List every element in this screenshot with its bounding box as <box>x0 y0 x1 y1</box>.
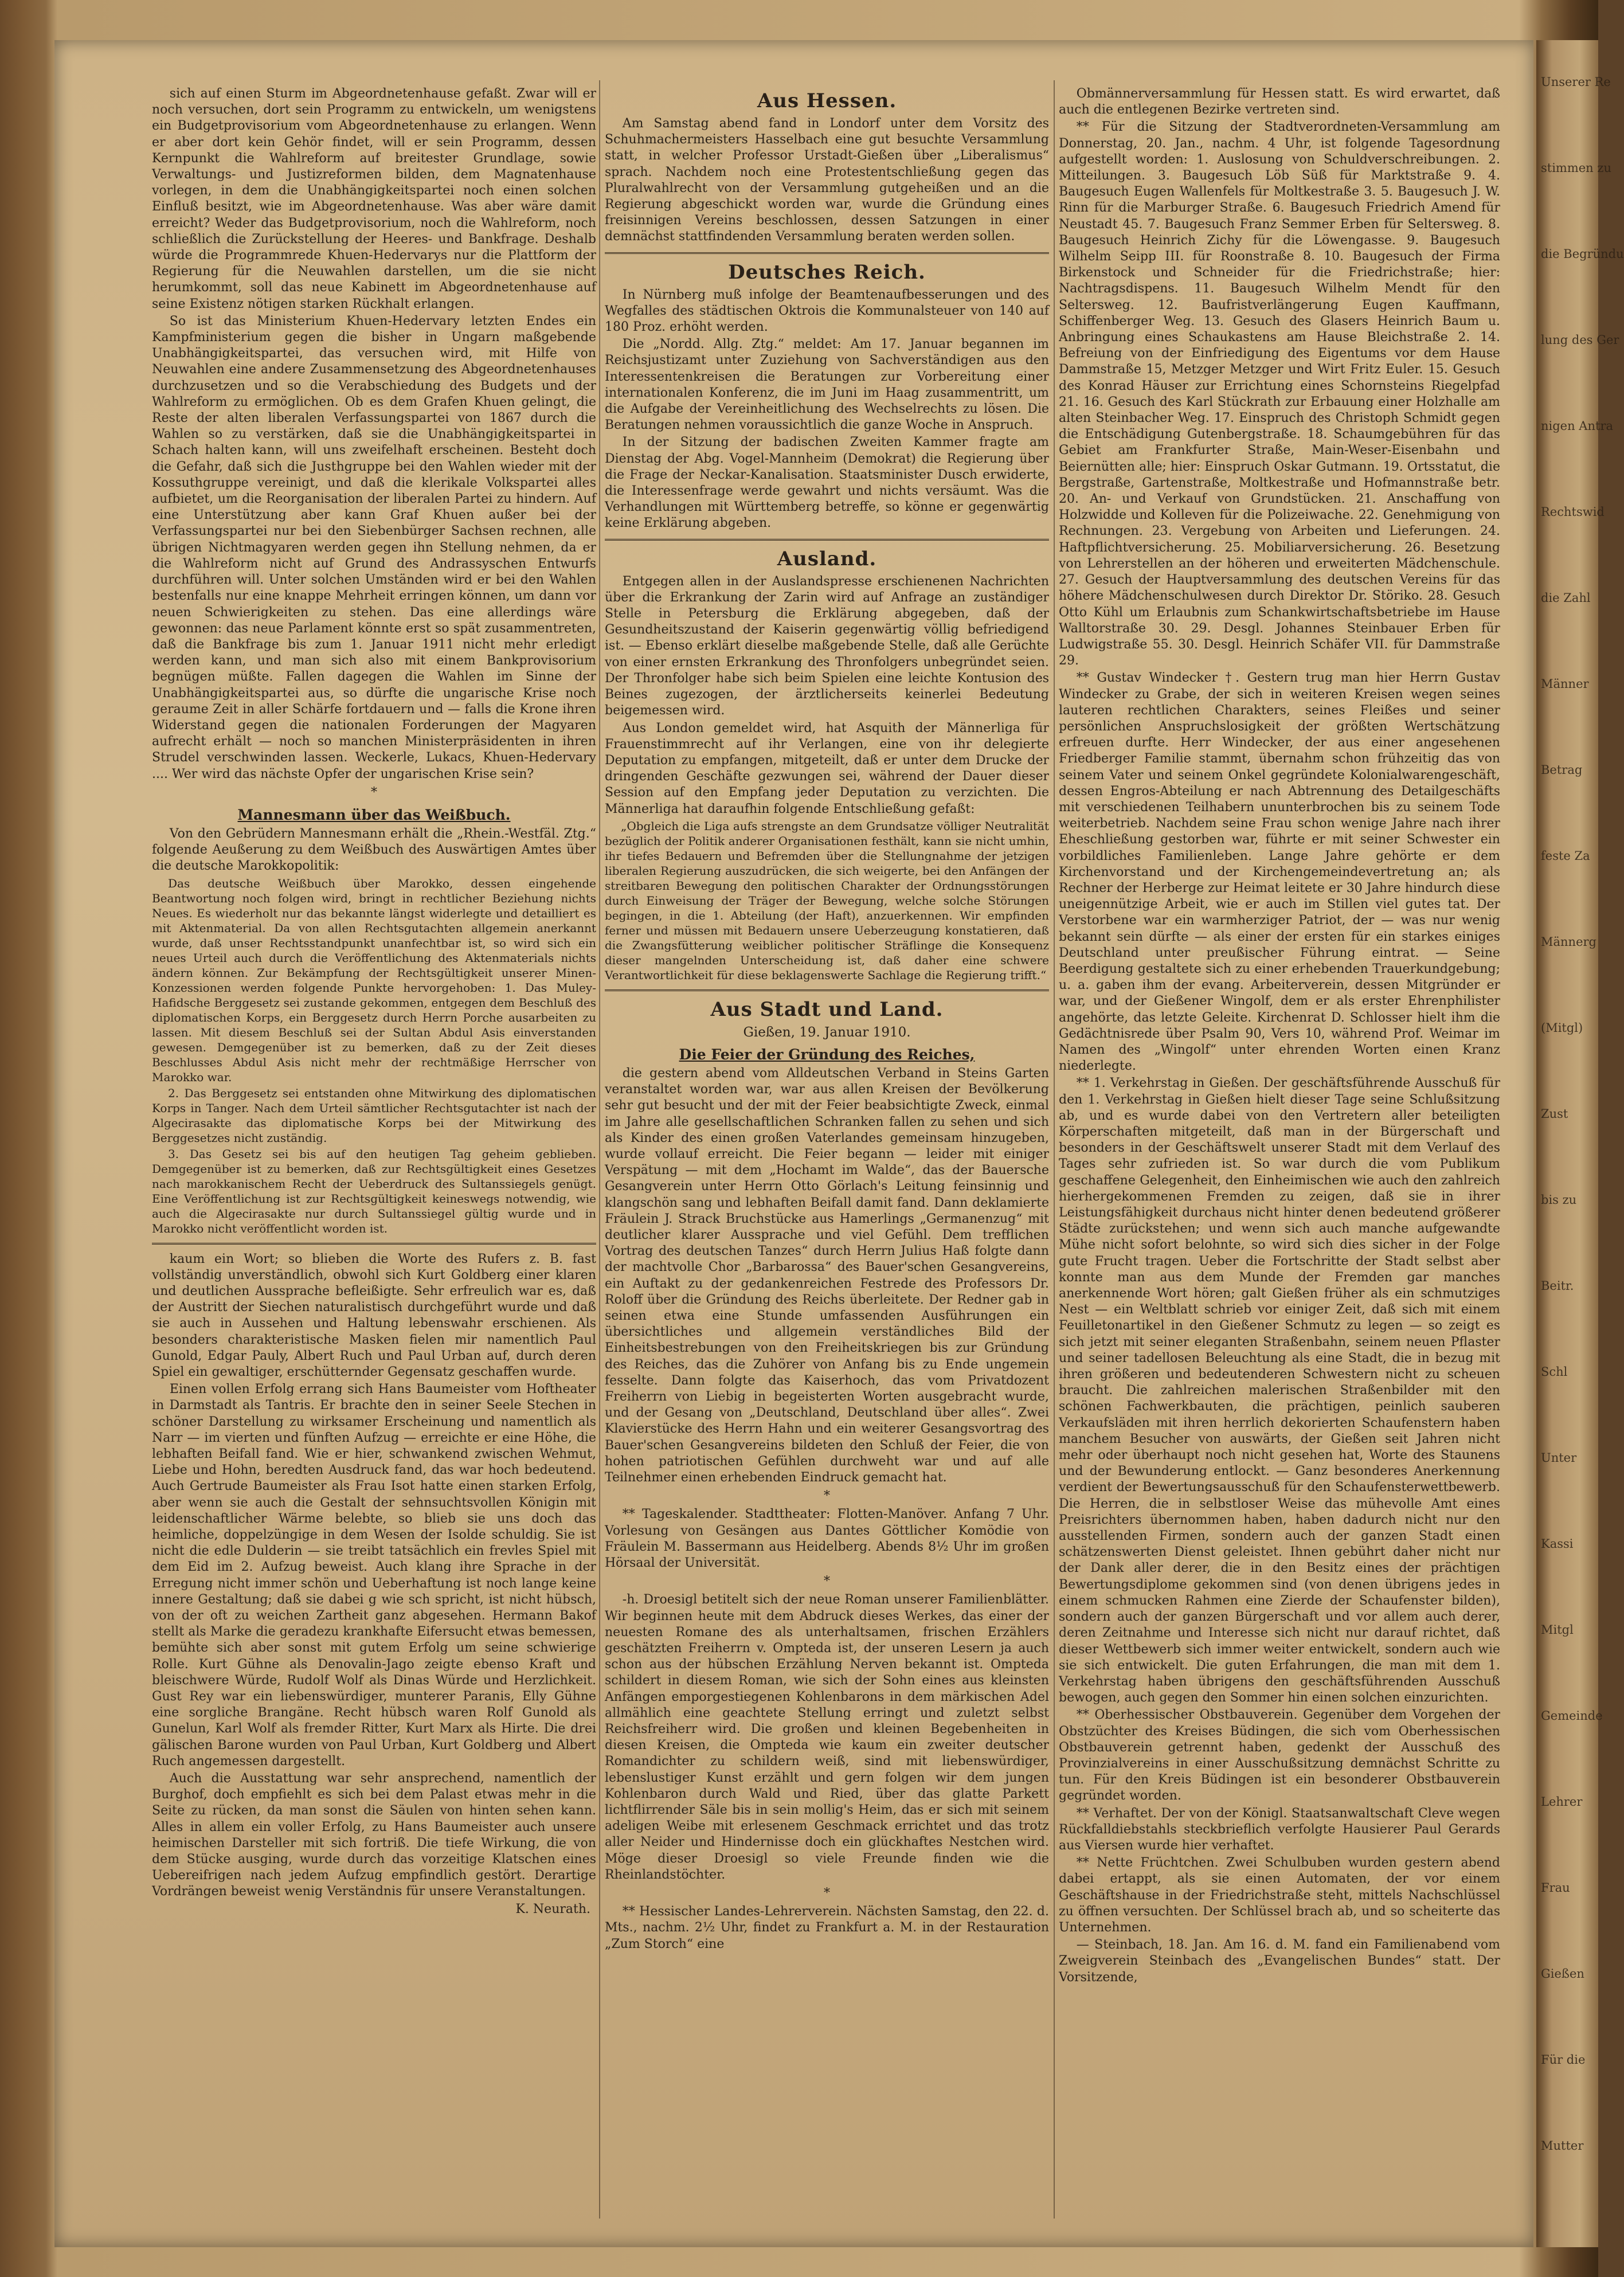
article-text: die gestern abend vom Alldeutschen Verband in Steins Garten veranstaltet worden war, war aus allen Kreisen der Bevölkerung sehr gut besucht und der mit der Feier beabsichtigte Zweck, einmal im Jahre alle gesellschaftlichen Schranken fallen zu sehen und sich als Kinder des einen großen Vaterlandes gemeinsam hinzugeben, wurde vollauf erreicht. Die Feier begann — leider mit einiger Verspätung — mit dem „Hochamt im Walde“, das der Bauersche Gesangverein unter Herrn Otto Görlach's Leitung feinsinnig und klangschön sang und lebhaften Beifall damit fand. Dann deklamierte Fräulein J. Strack Bruchstücke aus Hamerlings „Germanenzug“ mit deutlicher klarer Aussprache und viel Gefühl. Dem trefflichen Vortrag des deutschen Tanzes“ durch Herrn Julius Haß folgte dann der machtvolle Chor „Barbarossa“ des Bauer'schen Gesangvereins, ein Auftakt zu der gedankenreichen Festrede des Professors Dr. Roloff über die Gründung des Reichs überleitete. Der Redner gab in seinen etwa eine Stunde umfassenden Ausführungen ein übersichtliches und allgemein verständliches Bild der Einheitsbestrebungen von den Freiheitskriegen bis zur Gründung des Reiches, das die Zuhörer von Anfang bis zu Ende ungemein fesselte. Dann folgte das Kaiserhoch, das vom Privatdozent Freiherrn von Liebig in begeisterten Worten ausgebracht wurde, und der Gesang von „Deutschland, Deutschland über alles“. Zwei Klavierstücke des Herrn Hahn und ein weiterer Gesangsvortrag des Bauer'schen Gesangvereins bildeten den Schluß der Feier, die von hohen patriotischen Gefühlen durchweht war und auf alle Teilnehmer einen erhebenden Eindruck gemacht hat. <box>605 1066 1049 1485</box>
feuilleton-text: Einen vollen Erfolg errang sich Hans Baumeister vom Hoftheater in Darmstadt als Tantris. Er brachte den in seiner Seele Stechen in schöner Darstellung zu wirksamer Erscheinung und namentlich als Narr — im vierten und fünften Aufzug — erreichte er eine Höhe, die lebhaften Beifall fand. Wie er hier, schwankend zwischen Wehmut, Liebe und Hohn, beredten Ausdruck fand, das war hoch bedeutend. Auch Gertrude Baumeister als Frau Isot hatte einen starken Erfolg, aber wenn sie auch die Gestalt der sehnsuchtsvollen Königin mit leidenschaftlicher Wärme belebte, so blieb sie uns doch das heimliche, doppelzüngige in dem Wesen der Isolde schuldig. Sie ist nicht die edle Dulderin — sie treibt tatsächlich ein frevles Spiel mit dem Eid im 2. Aufzug beweist. Auch klang ihre Sprache in der Erregung nicht immer schön und Ueberhaftung ist noch lange keine innere Gestaltung; daß sie dabei g wie sch spricht, ist nicht hübsch, von der oft zu weichen Zartheit ganz abgesehen. Hermann Bakof stellt als Marke die geradezu krankhafte Eifersucht etwas bemessen, bemühte sich aber sonst mit gutem Erfolg um seine schwierige Rolle. Kurt Gühne als Denovalin-Jago zeigte ebenso Kraft und bleischwere Würde, Rudolf Wolf als Dinas Würde und Herzlichkeit. Gust Rey war ein liebenswürdiger, munterer Paranis, Elly Gühne eine sorgliche Brangäne. Recht hübsch waren Rolf Gunold als Gunelun, Karl Wolf als fremder Ritter, Kurt Marx als Hirte. Die drei gälischen Barone wurden von Paul Urban, Kurt Goldberg und Albert Ruch angemessen dargestellt. <box>152 1382 596 1769</box>
article-text: ** Hessischer Landes-Lehrerverein. Nächsten Samstag, den 22. d. Mts., nachm. 2½ Uhr, findet zu Frankfurt a. M. in der Restauration „Zum Storch“ eine <box>605 1904 1049 1951</box>
adjacent-page-text: Kassi <box>1541 1537 1574 1551</box>
adjacent-page-text: Beitr. <box>1541 1279 1574 1293</box>
column-rule <box>599 80 600 2219</box>
feuilleton-text: Auch die Ausstattung war sehr ansprechend, namentlich der Burghof, doch empfiehlt es sich bei dem Palast etwas mehr in die Seite zu rücken, da man sonst die Säulen von hinten sehen kann. Alles in allem ein voller Erfolg, zu Hans Baumeister auch unsere heimischen Darsteller mit sich fortriß. Die tiefe Wirkung, die von dem Stücke ausging, wurde durch das vorzeitige Klatschen eines Uebereifrigen nach jedem Aufzug empfindlich gestört. Derartige Vordrängen beweist wenig Verständnis für unsere Veranstaltungen. <box>152 1771 596 1899</box>
column-rule <box>1054 80 1055 2219</box>
article-text: sich auf einen Sturm im Abgeordnetenhause gefaßt. Zwar will er noch versuchen, dort sein Programm zu entwickeln, um wenigstens ein Budgetprovisorium vom Abgeordnetenhause zu erlangen. Wenn er aber dort kein Gehör findet, will er sein Programm, dessen Kernpunkt die Wahlreform auf breitester Grundlage, sowie Verwaltungs- und Justizreformen bilden, dem Magnatenhause vorlegen, in dem die Unabhängigkeitspartei noch einen solchen Einfluß besitzt, wie im Abgeordnetenhause. Was aber wäre damit erreicht? Weder das Budgetprovisorium, noch die Wahlreform, noch schließlich die Zurückstellung der Heeres- und Bankfrage. Deshalb würde die Programmrede Khuen-Hedervarys nur die Plattform der Regierung für die Neuwahlen darstellen, um die sie nicht herumkommt, soll das neue Kabinett im Abgeordnetenhause auf seine Existenz nötigen starken Rückhalt erlangen. <box>152 87 596 311</box>
article-text: Am Samstag abend fand in Londorf unter dem Vorsitz des Schuhmachermeisters Hasselbach eine gut besuchte Versammlung statt, in welcher Professor Urstadt-Gießen über „Liberalismus“ sprach. Nachdem noch eine Protestentschließung gegen das Pluralwahlrecht von der Versammlung gutgeheißen und an die Regierung abgeschickt worden war, wurde die Gründung eines freisinnigen Vereins beschlossen, dessen Satzungen in einer demnächst stattfindenden Versammlung beraten werden sollen. <box>605 116 1049 244</box>
article-text: ** Verhaftet. Der von der Königl. Staatsanwaltschaft Cleve wegen Rückfalldiebstahls steckbrieflich verfolgte Hausierer Paul Gerards aus Viersen wurde hier verhaftet. <box>1059 1806 1500 1853</box>
quoted-text: 3. Das Gesetz sei bis auf den heutigen Tag geheim geblieben. Demgegenüber ist zu bemerken, daß zur Rechtsgültigkeit eines Gesetzes nach marokkanischem Recht der Ueberdruck des Sultanssiegels genügt. Eine Veröffentlichung ist zur Rechtsgültigkeit keineswegs notwendig, wie auch die Algecirasakte nur durch Sultanssiegel gültig wurde und in Marokko nicht veröffentlicht worden ist. <box>152 1147 596 1235</box>
article-text: Obmännerversammlung für Hessen statt. Es wird erwartet, daß auch die entlegenen Bezirke vertreten sind. <box>1059 87 1500 118</box>
section-heading: Ausland. <box>777 547 877 570</box>
adjacent-page-text: Betrag <box>1541 763 1583 777</box>
article-text: Die „Nordd. Allg. Ztg.“ meldet: Am 17. Januar begannen im Reichsjustizamt unter Zuziehung von Sachverständigen aus den Interessentenkreisen die Beratungen zur Vorbereitung einer internationalen Konferenz, die im Juni im Haag zusammentritt, um die Aufgabe der Vereinheitlichung des Wechselrechts zu lösen. Die Beratungen nehmen voraussichtlich die ganze Woche in Anspruch. <box>605 337 1049 433</box>
article-text: Von den Gebrüdern Mannesmann erhält die „Rhein.-Westfäl. Ztg.“ folgende Aeußerung zu dem Weißbuch des Auswärtigen Amtes über die deutsche Marokkopolitik: <box>152 826 596 874</box>
adjacent-page-text: stimmen zu <box>1541 161 1611 175</box>
adjacent-page-text: Für die <box>1541 2053 1586 2067</box>
adjacent-page-text: die Begründu <box>1541 247 1624 261</box>
article-text: ** Gustav Windecker †. Gestern trug man hier Herrn Gustav Windecker zu Grabe, der sich in weiteren Kreisen wegen seines lauteren rechtlichen Charakters, seines Fleißes und seiner persönlichen Anspruchslosigkeit der größten Wertschätzung erfreuen durfte. Herr Windecker, der aus einer angesehenen Friedberger Familie stammt, übernahm schon frühzeitig das von seinem Vater und seinem Onkel gegründete Kolonialwarengeschäft, dessen Engros-Abteilung er nach Abtrennung des Detailgeschäfts mit verschiedenen Teilhabern ununterbrochen bis zu seinem Tode weiterbetrieb. Nachdem seine Frau schon wenige Jahre nach ihrer Eheschließung gestorben war, führte er mit seiner Schwester ein vorbildliches Familienleben. Lange Jahre gehörte er dem Kirchenvorstand und der Kirchengemeindevertretung an; als Rechner der Herberge zur Heimat leitete er 30 Jahre hindurch diese uneigennützige Arbeit, wie er auch im Stillen viel gutes tat. Der Verstorbene war ein warmherziger Patriot, der — was nur wenig bekannt sein dürfte — als einer der ersten für ein starkes einiges Deutschland unter preußischer Führung eintrat. — Seine Beerdigung gestaltete sich zu einer erhebenden Trauerkundgebung; u. a. gaben ihm der evang. Arbeiterverein, dessen Mitgründer er war, und der Gießener Wingolf, dem er als erster Ehrenphilister angehörte, das letzte Geleite. Kirchenrat D. Schlosser hielt ihm die Gedächtnisrede über Psalm 90, Vers 10, während Prof. Weimar im Namen des „Wingolf“ unter ehrenden Worten einen Kranz niederlegte. <box>1059 671 1500 1074</box>
adjacent-page-text: Zust <box>1541 1107 1568 1121</box>
headline: Mannesmann über das Weißbuch. <box>237 806 511 823</box>
adjacent-page-text: nigen Antra <box>1541 419 1613 433</box>
quoted-text: Das deutsche Weißbuch über Marokko, dessen eingehende Beantwortung noch folgen wird, bringt in rechtlicher Beziehung nichts Neues. Es wiederholt nur das bekannte längst widerlegte und detailliert es mit Aktenmaterial. Da von allen Rechtsgutachten allgemein anerkannt wurde, daß unser Rechtsstandpunkt unanfechtbar ist, so wird sich ein neues Urteil auch durch die Veröffentlichung des Aktenmaterials nichts ändern können. Zur Bekämpfung der Rechtsgültigkeit unserer Minen-Konzessionen werden folgende Punkte hervorgehoben: 1. Das Muley-Hafidsche Berggesetz sei zustande gekommen, entgegen dem Beschluß des diplomatischen Korps, ein Berggesetz durch Herrn Porche ausarbeiten zu lassen. Mit diesem Beschluß sei der Sultan Abdul Asis einverstanden gewesen. Demgegenüber ist zu bemerken, daß zu der Zeit dieses Beschlusses Abdul Asis nicht mehr der rechtmäßige Herrscher von Marokko war. <box>152 876 596 1084</box>
section-heading: Aus Hessen. <box>757 89 897 112</box>
article-text: — Steinbach, 18. Jan. Am 16. d. M. fand ein Familienabend vom Zweigverein Steinbach des „Evangelischen Bundes“ statt. Der Vorsitzende, <box>1059 1938 1500 1985</box>
adjacent-page-text: Gemeinde <box>1541 1709 1603 1723</box>
adjacent-page-text: Gießen <box>1541 1967 1584 1981</box>
article-text: ** 1. Verkehrstag in Gießen. Der geschäftsführende Ausschuß für den 1. Verkehrstag in Gießen hielt dieser Tage seine Schlußsitzung ab, und es wurde dabei von den Vertretern aller beteiligten Körperschaften mitgeteilt, daß man in der Bürgerschaft und besonders in der Geschäftswelt unserer Stadt mit dem Verlauf des Tages sehr zufrieden ist. So war durch die vom Publikum geschaffene Gelegenheit, den Einheimischen wie auch den zahlreich hierhergekommenen Fremden zu zeigen, daß sie in ihrer Leistungsfähigkeit durchaus nicht hinter denen bedeutend größerer Städte zurückstehen; und wenn sich auch manche aufgewandte Mühe nicht sofort belohnte, so wird sich dies sicher in der Folge gute Frucht tragen. Ueber die Fortschritte der Stadt selbst aber konnte man aus dem Munde der Fremden gar manches anerkennende Wort hören; galt Gießen früher als ein schmutziges Nest — ein Weltblatt schrieb vor einiger Zeit, daß sich mit einem Feuilletonartikel in den Gießener Schmutz zu legen — so zeigt es sich jetzt mit seiner eleganten Straßenbahn, seinem neuen Pflaster und seiner tadellosen Beleuchtung als eine Stadt, die in bezug mit ihren größeren und bedeutenderen Schwestern nicht zu scheuen braucht. Die zahlreichen malerischen Straßenbilder mit den schönen Fachwerkbauten, die prächtigen, peinlich sauberen Verkaufsläden mit ihren herrlich dekorierten Schaufenstern haben manchem Besucher von auswärts, der Gießen seit Jahren nicht mehr oder überhaupt noch nicht gesehen hat, Worte des Staunens und der Bewunderung entlockt. — Ganz besonderes Anerkennung verdient der Bewertungsausschuß für den Schaufensterwettbewerb. Die Herren, die in selbstloser Weise das mühevolle Amt eines Preisrichters übernommen haben, haben dadurch nicht nur den ausstellenden Firmen, sondern auch der ganzen Stadt einen schätzenswerten Dienst geleistet. Ihnen gebührt daher nicht nur der Dank aller derer, die in den Besitz eines der prächtigen Bewertungsdiplome gekommen sind (von denen übrigens jedes in einem schmucken Rahmen eine Zierde der Schaufenster bilden), sondern auch der ganzen Bürgerschaft und vor allem auch derer, deren Zeitnahme und Interesse sich nicht nur darauf richtet, daß dieser Wettbewerb sich immer weiter entwickelt, sondern auch wie sie sich entwickelt. Die guten Erfahrungen, die man mit dem 1. Verkehrstag haben übrigens den geschäftsführenden Ausschuß bewogen, auch gegen den Sommer hin einen solchen einzurichten. <box>1059 1076 1500 1705</box>
quoted-text: 2. Das Berggesetz sei entstanden ohne Mitwirkung des diplomatischen Korps in Tanger. Nach dem Urteil sämtlicher Rechtsgutachter ist nach der Algecirasakte das diplomatische Korps bei der Mitwirkung des Berggesetzes nicht zuständig. <box>152 1086 596 1145</box>
adjacent-page-text: Rechtswid <box>1541 505 1605 519</box>
article-text: In Nürnberg muß infolge der Beamtenaufbesserungen und des Wegfalles des städtischen Oktrois die Kommunalsteuer von 140 auf 180 Proz. erhöht werden. <box>605 287 1049 335</box>
adjacent-page-text: Schl <box>1541 1365 1568 1379</box>
adjacent-page-text: Frau <box>1541 1881 1570 1895</box>
adjacent-page-text: Männerg <box>1541 935 1596 949</box>
feuilleton-text: kaum ein Wort; so blieben die Worte des Rufers z. B. fast vollständig unverständlich, obwohl sich Kurt Goldberg einer klaren und deutlichen Aussprache befleißigte. Sehr erfreulich war es, daß der Austritt der Siechen naturalistisch durchgeführt wurde und daß sie auch in Aussehen und Haltung lebenswahr erschienen. Als besonders charakteristische Masken fielen mir namentlich Paul Gunold, Edgar Pauly, Albert Ruch und Paul Urban auf, durch deren Spiel ein gewaltiger, erschütternder Gegensatz geschaffen wurde. <box>152 1251 596 1379</box>
section-divider <box>152 1243 596 1245</box>
adjacent-page-text: feste Za <box>1541 849 1590 863</box>
column-left: sich auf einen Sturm im Abgeordnetenhause gefaßt. Zwar will er noch versuchen, dort sein Programm zu entwickeln, um wenigstens ein Budgetprovisorium vom Abgeordnetenhause zu erlangen. Wenn er aber dort kein Gehör findet, will er sein Programm, dessen Kernpunkt die Wahlreform auf breitester Grundlage, sowie Verwaltungs- und Justizreformen bilden, dem Magnatenhause vorlegen, in dem die Unabhängigkeitspartei noch einen solchen Einfluß besitzt, wie im Abgeordnetenhause. Was aber wäre damit erreicht? Weder das Budgetprovisorium, noch die Wahlreform, noch schließlich die Zurückstellung der Heeres- und Bankfrage. Deshalb würde die Programmrede Khuen-Hedervarys nur die Plattform der Regierung für die Neuwahlen darstellen, um die sie nicht herumkommt, soll das neue Kabinett im Abgeordnetenhause auf seine Existenz nötigen starken Rückhalt erlangen. So ist das Ministerium Khuen-Hedervary letzten Endes ein Kampfministerium gegen die bisher in Ungarn maßgebende Unabhängigkeitspartei, das versuchen wird, mit Hilfe von Neuwahlen eine andere Zusammensetzung des Abgeordnetenhauses durchzusetzen und so die Verabschiedung des Budgets und der Wahlreform zu ermöglichen. Ob es dem Grafen Khuen gelingt, die Reste der alten liberalen Verfassungspartei von 1867 durch die Wahlen so zu verstärken, daß sie die Unabhängigkeitspartei in Schach halten kann, will uns zweifelhaft erscheinen. Besteht doch die Gefahr, daß sich die Justhgruppe bei den Wahlen wieder mit der Kossuthgruppe vereinigt, und daß die klerikale Volkspartei alles aufbietet, um die Reorganisation der liberalen Partei zu hindern. Auf eine Unterstützung aber kann Graf Khuen außer bei der Verfassungspartei nur bei den Siebenbürger Sachsen rechnen, alle übrigen Nichtmagyaren werden gegen ihn Stellung nehmen, da er die Wahlreform nicht auf Grund des Andrassyschen Entwurfs durchführen will. Unter solchen Umständen wird er bei den Wahlen bestenfalls nur eine knappe Mehrheit erringen können, um dann vor neuen Schwierigkeiten zu stehen. Das eine allerdings wäre gewonnen: das neue Parlament könnte erst so spät zusammentreten, daß die Bankfrage bis zum 1. Januar 1911 nicht mehr erledigt werden kann, und man sich also mit einem Bankprovisorium begnügen müßte. Fallen dagegen die Wahlen im Sinne der Unabhängigkeitspartei aus, so dürfte die ungarische Krise noch geraume Zeit in aller Schärfe fortdauern und — falls die Krone ihren Widerstand gegen die nationalen Forderungen der Magyaren aufrecht erhält — noch so manchen Ministerpräsidenten in ihren Strudel verschwinden lassen. Weckerle, Lukacs, Khuen-Hedervary .... Wer wird das nächste Opfer der ungarischen Krise sein? * Mannesmann über das Weißbuch. Von den Gebrüdern Mannesmann erhält die „Rhein.-Westfäl. Ztg.“ folgende Aeußerung zu dem Weißbuch des Auswärtigen Amtes über die deutsche Marokkopolitik: Das deutsche Weißbuch über Marokko, dessen eingehende Beantwortung noch folgen wird, bringt in rechtlicher Beziehung nichts Neues. Es wiederholt nur das bekannte längst widerlegte und detailliert es mit Aktenmaterial. Da von allen Rechtsgutachten allgemein anerkannt wurde, daß unser Rechtsstandpunkt unanfechtbar ist, so wird sich ein neues Urteil auch durch die Veröffentlichung des Aktenmaterials nichts ändern können. Zur Bekämpfung der Rechtsgültigkeit unserer Minen-Konzessionen werden folgende Punkte hervorgehoben: 1. Das Muley-Hafidsche Berggesetz sei zustande gekommen, entgegen dem Beschluß des diplomatischen Korps, ein Berggesetz durch Herrn Porche ausarbeiten zu lassen. Mit diesem Beschluß sei der Sultan Abdul Asis einverstanden gewesen. Demgegenüber ist zu bemerken, daß zu der Zeit dieses Beschlusses Abdul Asis nicht mehr der rechtmäßige Herrscher von Marokko war. 2. Das Berggesetz sei entstanden ohne Mitwirkung des diplomatischen Korps in Tanger. Nach dem Urteil sämtlicher Rechtsgutachter ist nach der Algecirasakte das diplomatische Korps bei der Mitwirkung des Berggesetzes nicht zuständig. 3. Das Gesetz sei bis auf den heutigen Tag geheim geblieben. Demgegenüber ist zu bemerken, daß zur Rechtsgültigkeit eines Gesetzes nach marokkanischem Recht der Ueberdruck des Sultanssiegels genügt. Eine Veröffentlichung ist zur Rechtsgültigkeit keineswegs notwendig, wie auch die Algecirasakte nur durch Sultanssiegel gültig wurde und in Marokko nicht veröffentlicht worden ist. kaum ein Wort; so blieben die Worte des Rufers z. B. fast vollständig unverständlich, obwohl sich Kurt Goldberg einer klaren und deutlichen Aussprache befleißigte. Sehr erfreulich war es, daß der Austritt der Siechen naturalistisch durchgeführt wurde und daß sie auch in Aussehen und Haltung lebenswahr erschienen. Als besonders charakteristische Masken fielen mir namentlich Paul Gunold, Edgar Pauly, Albert Ruch und Paul Urban auf, durch deren Spiel ein gewaltiger, erschütternder Gegensatz geschaffen wurde. Einen vollen Erfolg errang sich Hans Baumeister vom Hoftheater in Darmstadt als Tantris. Er brachte den in seiner Seele Stechen in schöner Darstellung zu wirksamer Erscheinung und namentlich als Narr — im vierten und fünften Aufzug — erreichte er eine Höhe, die lebhaften Beifall fand. Wie er hier, schwankend zwischen Wehmut, Liebe und Hohn, beredten Ausdruck fand, das war hoch bedeutend. Auch Gertrude Baumeister als Frau Isot hatte einen starken Erfolg, aber wenn sie auch die Gestalt der sehnsuchtsvollen Königin mit leidenschaftlicher Wärme belebte, so blieb sie uns doch das heimliche, doppelzüngige in dem Wesen der Isolde schuldig. Sie ist nicht die edle Dulderin — sie treibt tatsächlich ein frevles Spiel mit dem Eid im 2. Aufzug beweist. Auch klang ihre Sprache in der Erregung nicht immer schön und Ueberhaftung ist noch lange keine innere Gestaltung; daß sie dabei g wie sch spricht, ist nicht hübsch, von der oft zu weichen Zartheit ganz abgesehen. Hermann Bakof stellt als Marke die geradezu krankhafte Eifersucht etwas bemessen, bemühte sich aber sonst mit gutem Erfolg um seine schwierige Rolle. Kurt Gühne als Denovalin-Jago zeigte ebenso Kraft und bleischwere Würde, Rudolf Wolf als Dinas Würde und Herzlichkeit. Gust Rey war ein liebenswürdiger, munterer Paranis, Elly Gühne eine sorgliche Brangäne. Recht hübsch waren Rolf Gunold als Gunelun, Karl Wolf als fremder Ritter, Kurt Marx als Hirte. Die drei gälischen Barone wurden von Paul Urban, Kurt Goldberg und Albert Ruch angemessen dargestellt. Auch die Ausstattung war sehr ansprechend, namentlich der Burghof, doch empfiehlt es sich bei dem Palast etwas mehr in die Seite zu rücken, da man sonst die Säulen von hinten sehen kann. Alles in allem ein voller Erfolg, zu Hans Baumeister auch unsere heimischen Darsteller mit sich fortriß. Die tiefe Wirkung, die von dem Stücke ausging, wurde durch das vorzeitige Klatschen eines Uebereifrigen nach jedem Aufzug empfindlich gestört. Derartige Vordrängen beweist wenig Verständnis für unsere Veranstaltungen. K. Neurath. <box>152 86 596 2219</box>
column-right <box>1059 86 1500 2219</box>
headline: Die Feier der Gründung des Reiches, <box>679 1046 975 1063</box>
article-text: ** Oberhessischer Obstbauverein. Gegenüber dem Vorgehen der Obstzüchter des Kreises Büdingen, die sich vom Oberhessischen Obstbauverein getrennt haben, gedenkt der Ausschuß des Provinzialvereins in einer Ausschußsitzung demnächst Schritte zu tun. Für den Kreis Büdingen ist ein besonderer Obstbauverein gegründet worden. <box>1059 1708 1500 1803</box>
section-divider <box>605 539 1049 541</box>
adjacent-page-text: Lehrer <box>1541 1795 1583 1809</box>
article-text: Entgegen allen in der Auslandspresse erschienenen Nachrichten über die Erkrankung der Zarin wird auf Anfrage an zuständiger Stelle in Petersburg die Erklärung abgegeben, daß der Gesundheitszustand der Kaiserin gegenwärtig völlig befriedigend ist. — Ebenso erklärt dieselbe maßgebende Stelle, daß alle Gerüchte von einer ernsten Erkrankung des Thronfolgers unbegründet seien. Der Thronfolger habe sich beim Spielen eine leichte Kontusion des Beines zugezogen, der ärztlicherseits keinerlei Bedeutung beigemessen wird. <box>605 574 1049 718</box>
column-middle: Aus Hessen. Am Samstag abend fand in Londorf unter dem Vorsitz des Schuhmachermeisters Hasselbach eine gut besuchte Versammlung statt, in welcher Professor Urstadt-Gießen über „Liberalismus“ sprach. Nachdem noch eine Protestentschließung gegen das Pluralwahlrecht von der Versammlung gutgeheißen und an die Regierung abgeschickt worden war, wurde die Gründung eines freisinnigen Vereins beschlossen, dessen Satzungen in einer demnächst stattfindenden Versammlung beraten werden sollen. Deutsches Reich. In Nürnberg muß infolge der Beamtenaufbesserungen und des Wegfalles des städtischen Oktrois die Kommunalsteuer von 140 auf 180 Proz. erhöht werden. Die „Nordd. Allg. Ztg.“ meldet: Am 17. Januar begannen im Reichsjustizamt unter Zuziehung von Sachverständigen aus den Interessentenkreisen die Beratungen zur Vorbereitung einer internationalen Konferenz, die im Juni im Haag zusammentritt, um die Aufgabe der Vereinheitlichung des Wechselrechts zu lösen. Die Beratungen nehmen voraussichtlich die ganze Woche in Anspruch. In der Sitzung der badischen Zweiten Kammer fragte am Dienstag der Abg. Vogel-Mannheim (Demokrat) die Regierung über die Frage der Neckar-Kanalisation. Staatsminister Dusch erwiderte, die Interessenfrage werde gewahrt und nichts versäumt. Was die Verhandlungen mit Württemberg betreffe, so könne er gegenwärtig keine Erklärung abgeben. Ausland. Entgegen allen in der Auslandspresse erschienenen Nachrichten über die Erkrankung der Zarin wird auf Anfrage an zuständiger Stelle in Petersburg die Erklärung abgegeben, daß der Gesundheitszustand der Kaiserin gegenwärtig völlig befriedigend ist. — Ebenso erklärt dieselbe maßgebende Stelle, daß alle Gerüchte von einer ernsten Erkrankung des Thronfolgers unbegründet seien. Der Thronfolger habe sich beim Spielen eine leichte Kontusion des Beines zugezogen, der ärztlicherseits keinerlei Bedeutung beigemessen wird. Aus London gemeldet wird, hat Asquith der Männerliga für Frauenstimmrecht auf ihr Verlangen, eine von ihr delegierte Deputation zu empfangen, mitgeteilt, daß er unter dem Drucke der dringenden Geschäfte gezwungen sei, während der Dauer dieser Session auf den Empfang jeder Deputation zu verzichten. Die Männerliga hat daraufhin folgende Entschließung gefaßt: „Obgleich die Liga aufs strengste an dem Grundsatze völliger Neutralität bezüglich der Politik anderer Organisationen festhält, kann sie nicht umhin, ihr tiefes Bedauern und Befremden über die Stellungnahme der jetzigen liberalen Regierung auszudrücken, die sich weigerte, bei den Anfängen der streitbaren Bewegung den politischen Charakter der Ordnungsstörungen durch Einweisung der Träger der Bewegung, welche solche Störungen begingen, in die 1. Abteilung (der Haft), anzuerkennen. Wir empfinden ferner und müssen mit Bedauern unsere Ueberzeugung konstatieren, daß die Zwangsfütterung weiblicher politischer Sträflinge die Konsequenz dieser mangelnden Unterscheidung ist, daß daher eine schwere Verantwortlichkeit für diese beklagenswerte Sachlage die Regierung trifft.“ Aus Stadt und Land. Gießen, 19. Januar 1910. Die Feier der Gründung des Reiches, die gestern abend vom Alldeutschen Verband in Steins Garten veranstaltet worden war, war aus allen Kreisen der Bevölkerung sehr gut besucht und der mit der Feier beabsichtigte Zweck, einmal im Jahre alle gesellschaftlichen Schranken fallen zu sehen und sich als Kinder des einen großen Vaterlandes gemeinsam hinzugeben, wurde vollauf erreicht. Die Feier begann — leider mit einiger Verspätung — mit dem „Hochamt im Walde“, das der Bauersche Gesangverein unter Herrn Otto Görlach's Leitung feinsinnig und klangschön sang und lebhaften Beifall damit fand. Dann deklamierte Fräulein J. Strack Bruchstücke aus Hamerlings „Germanenzug“ mit deutlicher klarer Aussprache und viel Gefühl. Dem trefflichen Vortrag des deutschen Tanzes“ durch Herrn Julius Haß folgte dann der machtvolle Chor „Barbarossa“ des Bauer'schen Gesangvereins, ein Auftakt zu der gedankenreichen Festrede des Professors Dr. Roloff über die Gründung des Reichs überleitete. Der Redner gab in seinen etwa eine Stunde umfassenden Ausführungen ein übersichtliches und allgemein verständliches Bild der Einheitsbestrebungen von den Freiheitskriegen bis zur Gründung des Reiches, das die Zuhörer von Anfang bis zu Ende ungemein fesselte. Dann folgte das Kaiserhoch, das vom Privatdozent Freiherrn von Liebig in begeisterten Worten ausgebracht wurde, und der Gesang von „Deutschland, Deutschland über alles“. Zwei Klavierstücke des Herrn Hahn und ein weiterer Gesangsvortrag des Bauer'schen Gesangvereins bildeten den Schluß der Feier, die von hohen patriotischen Gefühlen durchweht war und auf alle Teilnehmer einen erhebenden Eindruck gemacht hat. * ** Tageskalender. Stadttheater: Flotten-Manöver. Anfang 7 Uhr. Vorlesung von Gesängen aus Dantes Göttlicher Komödie von Fräulein M. Bassermann aus Heidelberg. Abends 8½ Uhr im großen Hörsaal der Universität. * -h. Droesigl betitelt sich der neue Roman unserer Familienblätter. Wir beginnen heute mit dem Abdruck dieses Werkes, das einer der neuesten Romane des als unterhaltsamen, frischen Erzählers geschätzten Freiherrn v. Ompteda ist, der unseren Lesern ja auch schon aus der hübschen Erzählung Nerven bekannt ist. Ompteda schildert in diesem Roman, wie sich der Sohn eines aus kleinsten Anfängen emporgestiegenen Kohlenbarons in dem märkischen Adel allmählich eine geachtete Stellung erringt und zuletzt selbst Reichsfreiherr wird. Die großen und kleinen Begebenheiten in diesen Kreisen, die Ompteda wie kaum ein zweiter deutscher Romandichter zu schildern weiß, sind mit liebenswürdiger, lebenslustiger Kunst erzählt und gern folgen wir dem jungen Kohlenbaron durch Wald und Ried, über das glatte Parkett lichtflirrender Säle bis in sein mollig's Heim, das er sich mit seinem adeligen Weibe mit erlesenem Geschmack errichtet und das trotz aller Neider und Hindernisse doch ein glückhaftes Nestchen wird. Möge dieser Droesigl so viele Freunde finden wie die Rheinlandstöchter. * ** Hessischer Landes-Lehrerverein. Nächsten Samstag, den 22. d. Mts., nachm. 2½ Uhr, findet zu Frankfurt a. M. in der Restauration „Zum Storch“ eine <box>605 86 1049 2219</box>
adjacent-page-text: Mitgl <box>1541 1623 1574 1637</box>
adjacent-page-text: Unserer Re <box>1541 75 1611 89</box>
author-signature: K. Neurath. <box>515 1902 590 1916</box>
adjacent-page-text: lung des Ger <box>1541 333 1619 347</box>
adjacent-page-text: Mutter <box>1541 2139 1584 2153</box>
article-text: ** Tageskalender. Stadttheater: Flotten-Manöver. Anfang 7 Uhr. Vorlesung von Gesängen aus Dantes Göttlicher Komödie von Fräulein M. Bassermann aus Heidelberg. Abends 8½ Uhr im großen Hörsaal der Universität. <box>605 1507 1049 1571</box>
adjacent-page-text: (Mitgl) <box>1541 1021 1583 1035</box>
adjacent-page-text: Unter <box>1541 1451 1577 1465</box>
section-divider <box>605 989 1049 991</box>
adjacent-page-text: die Zahl <box>1541 591 1591 605</box>
adjacent-page-text: Männer <box>1541 677 1589 691</box>
article-text: So ist das Ministerium Khuen-Hedervary letzten Endes ein Kampfministerium gegen die bisher in Ungarn maßgebende Unabhängigkeitspartei, das versuchen wird, mit Hilfe von Neuwahlen eine andere Zusammensetzung des Abgeordnetenhauses durchzusetzen und so die Verabschiedung des Budgets und der Wahlreform zu ermöglichen. Ob es dem Grafen Khuen gelingt, die Reste der alten liberalen Verfassungspartei von 1867 durch die Wahlen so zu verstärken, daß sie die Unabhängigkeitspartei in Schach halten kann, will uns zweifelhaft erscheinen. Besteht doch die Gefahr, daß sich die Justhgruppe bei den Wahlen wieder mit der Kossuthgruppe vereinigt, und daß die klerikale Volkspartei alles aufbietet, um die Reorganisation der liberalen Partei zu hindern. Auf eine Unterstützung aber kann Graf Khuen außer bei der Verfassungspartei nur bei den Siebenbürger Sachsen rechnen, alle übrigen Nichtmagyaren werden gegen ihn Stellung nehmen, da er die Wahlreform nicht auf Grund des Andrassyschen Entwurfs durchführen will. Unter solchen Umständen wird er bei den Wahlen bestenfalls nur eine knappe Mehrheit erringen können, um dann vor neuen Schwierigkeiten zu stehen. Das eine allerdings wäre gewonnen: das neue Parlament könnte erst so spät zusammentreten, daß die Bankfrage bis zum 1. Januar 1911 nicht mehr erledigt werden kann, und man sich also mit einem Bankprovisorium begnügen müßte. Fallen dagegen die Wahlen im Sinne der Unabhängigkeitspartei aus, so dürfte die ungarische Krise noch geraume Zeit in aller Schärfe fortdauern und — falls die Krone ihren Widerstand gegen die nationalen Forderungen der Magyaren aufrecht erhält — noch so manchen Ministerpräsidenten in ihren Strudel verschwinden lassen. Weckerle, Lukacs, Khuen-Hedervary .... Wer wird das nächste Opfer der ungarischen Krise sein? <box>152 314 596 781</box>
article-text: Aus London gemeldet wird, hat Asquith der Männerliga für Frauenstimmrecht auf ihr Verlangen, eine von ihr delegierte Deputation zu empfangen, mitgeteilt, daß er unter dem Drucke der dringenden Geschäfte gezwungen sei, während der Dauer dieser Session auf den Empfang jeder Deputation zu verzichten. Die Männerliga hat daraufhin folgende Entschließung gefaßt: <box>605 721 1049 816</box>
article-text: ** Nette Früchtchen. Zwei Schulbuben wurden gestern abend dabei ertappt, als sie einen Automaten, der vor einem Geschäftshause in der Friedrichstraße steht, mittels Nachschlüssel zu öffnen versuchten. Der Schlüssel brach ab, und so scheiterte das Unternehmen. <box>1059 1856 1500 1935</box>
quoted-text: „Obgleich die Liga aufs strengste an dem Grundsatze völliger Neutralität bezüglich der Politik anderer Organisationen festhält, kann sie nicht umhin, ihr tiefes Bedauern und Befremden über die Stellungnahme der jetzigen liberalen Regierung auszudrücken, die sich weigerte, bei den Anfängen der streitbaren Bewegung den politischen Charakter der Ordnungsstörungen durch Einweisung der Träger der Bewegung, welche solche Störungen begingen, in die 1. Abteilung (der Haft), anzuerkennen. Wir empfinden ferner und müssen mit Bedauern unsere Ueberzeugung konstatieren, daß die Zwangsfütterung weiblicher politischer Sträflinge die Konsequenz dieser mangelnden Unterscheidung ist, daß daher eine schwere Verantwortlichkeit für diese beklagenswerte Sachlage die Regierung trifft.“ <box>605 819 1049 982</box>
adjacent-page-text: bis zu <box>1541 1193 1577 1207</box>
article-text: -h. Droesigl betitelt sich der neue Roman unserer Familienblätter. Wir beginnen heute mit dem Abdruck dieses Werkes, das einer der neuesten Romane des als unterhaltsamen, frischen Erzählers geschätzten Freiherrn v. Ompteda ist, der unseren Lesern ja auch schon aus der hübschen Erzählung Nerven bekannt ist. Ompteda schildert in diesem Roman, wie sich der Sohn eines aus kleinsten Anfängen emporgestiegenen Kohlenbarons in dem märkischen Adel allmählich eine geachtete Stellung erringt und zuletzt selbst Reichsfreiherr wird. Die großen und kleinen Begebenheiten in diesen Kreisen, die Ompteda wie kaum ein zweiter deutscher Romandichter zu schildern weiß, sind mit liebenswürdiger, lebenslustiger Kunst erzählt und gern folgen wir dem jungen Kohlenbaron durch Wald und Ried, über das glatte Parkett lichtflirrender Säle bis in sein mollig's Heim, das er sich mit seinem adeligen Weibe mit erlesenem Geschmack errichtet und das trotz aller Neider und Hindernisse doch ein glückhaftes Nestchen wird. Möge dieser Droesigl so viele Freunde finden wie die Rheinlandstöchter. <box>605 1593 1049 1882</box>
section-heading: Aus Stadt und Land. <box>710 997 944 1021</box>
section-heading: Deutsches Reich. <box>728 260 926 284</box>
article-text: In der Sitzung der badischen Zweiten Kammer fragte am Dienstag der Abg. Vogel-Mannheim (Demokrat) die Regierung über die Frage der Neckar-Kanalisation. Staatsminister Dusch erwiderte, die Interessenfrage werde gewahrt und nichts versäumt. Was die Verhandlungen mit Württemberg betreffe, so könne er gegenwärtig keine Erklärung abgeben. <box>605 435 1049 531</box>
adjacent-page-fragment <box>1536 40 1624 2247</box>
section-divider <box>605 252 1049 254</box>
dateline: Gießen, 19. Januar 1910. <box>743 1024 911 1040</box>
article-text: ** Für die Sitzung der Stadtverordneten-Versammlung am Donnerstag, 20. Jan., nachm. 4 Uhr, ist folgende Tagesordnung aufgestellt worden: 1. Auslosung von Schuldverschreibungen. 2. Mitteilungen. 3. Baugesuch Löb Süß für Marktstraße 9. 4. Baugesuch Eugen Wallenfels für Moltkestraße 3. 5. Baugesuch J. W. Rinn für die Marburger Straße. 6. Baugesuch Friedrich Amend für Neustadt 45. 7. Baugesuch Franz Semmer Erben für Seltersweg. 8. Baugesuch Heinrich Zichy für die Löwengasse. 9. Baugesuch Wilhelm Seipp III. für Roonstraße 8. 10. Baugesuch der Firma Birkenstock und Schneider für die Friedrichstraße; hier: Nachtragsdispens. 11. Baugesuch Wilhelm Mendt für den Seltersweg. 12. Baufristverlängerung Eugen Kauffmann, Schiffenberger Weg. 13. Gesuch des Glasers Heinrich Baum u. Anbringung eines Schaukastens am Hause Bleichstraße 2. 14. Befreiung von der Einfriedigung des Eigentums vor dem Hause Dammstraße 15, Metzger Metzger und Wirt Fritz Euler. 15. Gesuch des Konrad Häuser zur Errichtung eines Schornsteins Riegelpfad 21. 16. Gesuch des Karl Stückrath zur Erbauung einer Holzhalle am alten Steinbacher Weg. 17. Einspruch des Christoph Schmidt gegen die Entschädigung Gutenbergstraße. 18. Schaumgebühren für das Gebiet am Frankfurter Straße, Main-Weser-Eisenbahn und Beiernütten alle; hier: Einspruch Oskar Gutmann. 19. Ortsstatut, die Bergstraße, Gartenstraße, Moltkestraße und Hofmannstraße betr. 20. An- und Verkauf von Grundstücken. 21. Anschaffung von Holzwidde und Kolleven für die Polizeiwache. 22. Genehmigung von Rechnungen. 23. Vergebung von Arbeiten und Lieferungen. 24. Haftpflichtversicherung. 25. Mobiliarversicherung. 26. Besetzung von Lehrerstellen an der höheren und erweiterten Mädchenschule. 27. Gesuch der Hauptversammlung des deutschen Vereins für das höhere Mädchenschulwesen durch Direktor Dr. Störiko. 28. Gesuch Otto Kühl um Erlaubnis zum Schankwirtschaftsbetriebe im Hause Walltorstraße 30. 29. Desgl. Johannes Steinbauer Erben für Ludwigstraße 55. 30. Desgl. Heinrich Schäfer VII. für Dammstraße 29. <box>1059 120 1500 668</box>
